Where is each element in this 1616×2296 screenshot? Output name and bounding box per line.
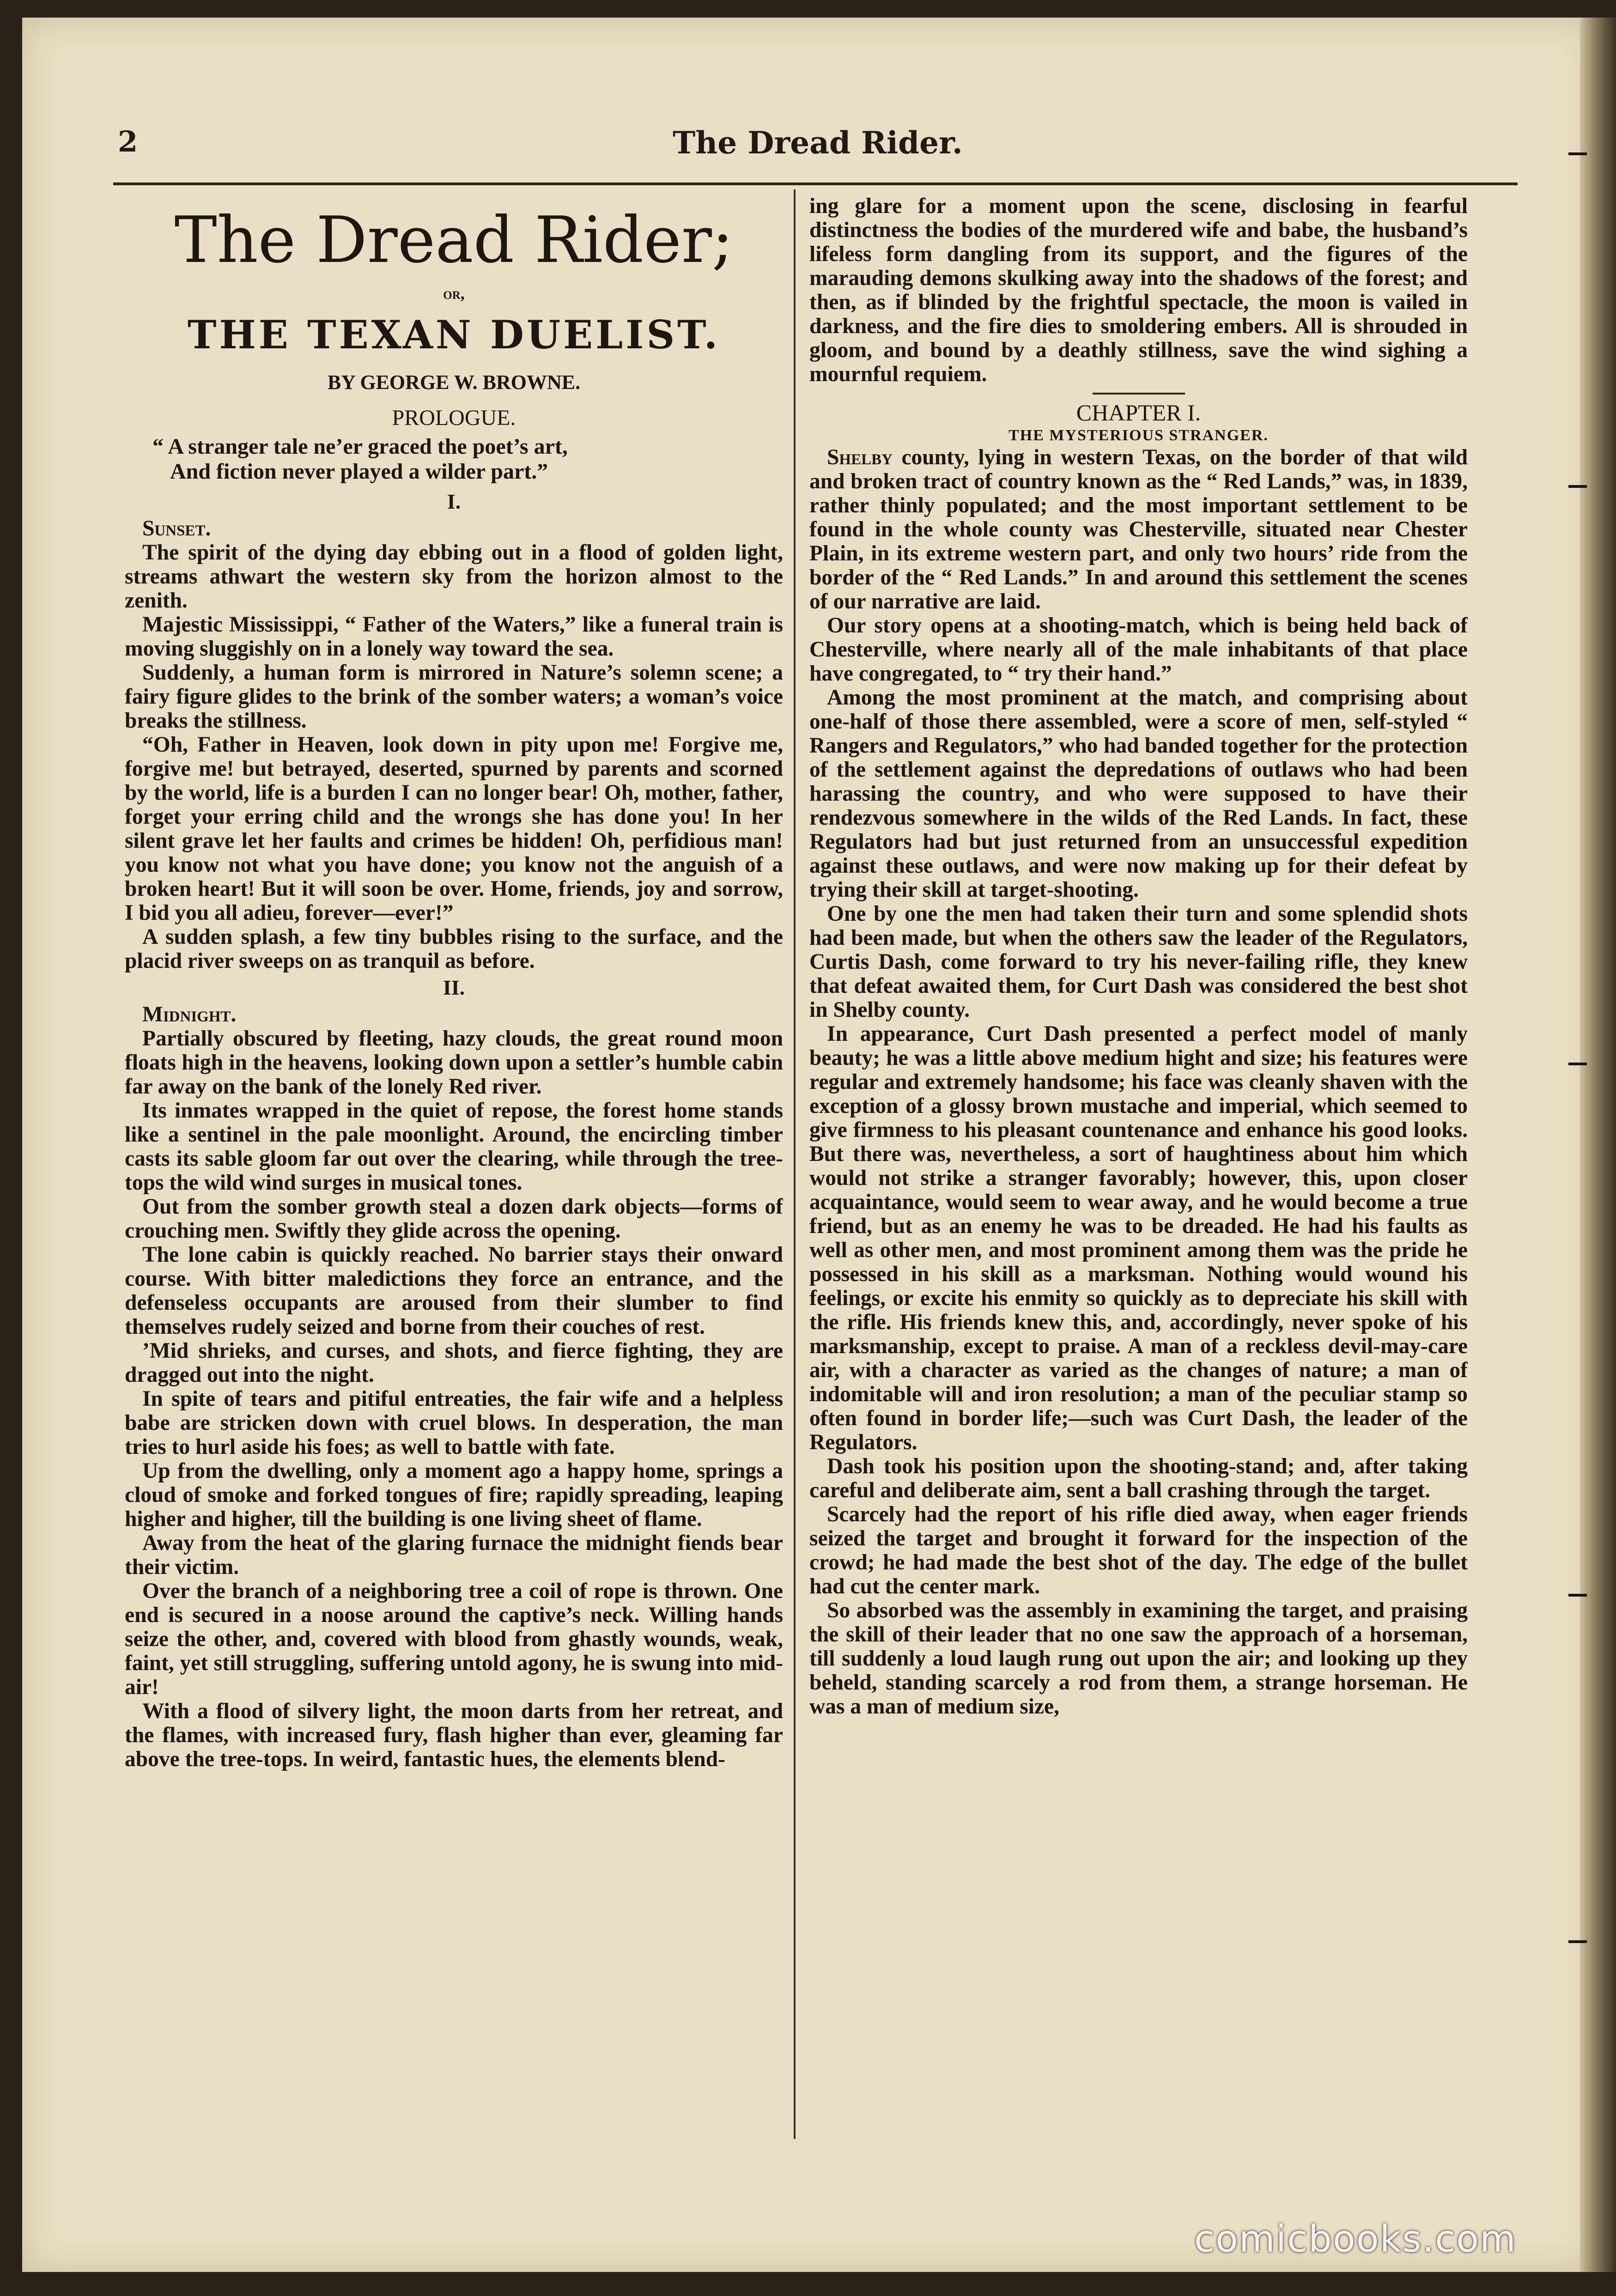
section-lead: Sunset. bbox=[142, 516, 211, 541]
paragraph: A sudden splash, a few tiny bubbles rising to the surface, and the placid river sweeps on as tranquil as before. bbox=[125, 925, 783, 973]
binding-stitch bbox=[1568, 1063, 1587, 1065]
paragraph: Among the most prominent at the match, and comprising about one-half of those there assembled, were a score of men, self-styled “ Rangers and Regulators,” who had banded together for the protection of the settlement against the depredations of outlaws who had been harassing the country, and who were supposed to have their rendezvous somewhere in the wilds of the Red Lands. In fact, these Regulators had but just returned from an unsuccessful expedition against these outlaws, and were now making up for their defeat by trying their skill at target-shooting. bbox=[809, 686, 1468, 902]
story-subtitle: THE TEXAN DUELIST. bbox=[187, 312, 721, 358]
paragraph: “Oh, Father in Heaven, look down in pity upon me! Forgive me, forgive me! but betrayed, deserted, spurned by parents and scorned by the world, life is a burden I can no longer bear! Oh, mother, father, forget your erring child and the wrongs she has done you! In her silent grave let her faults and crimes be hidden! Oh, perfidious man! you know not what you have done; you know not the anguish of a broken heart! But it will soon be over. Home, friends, joy and sorrow, I bid you all adieu, forever—ever!” bbox=[125, 733, 783, 925]
paragraph: Suddenly, a human form is mirrored in Nature’s solemn scene; a fairy figure glides to the brink of the somber waters; a woman’s voice breaks the stillness. bbox=[125, 661, 783, 733]
binding-stitch bbox=[1568, 1940, 1587, 1943]
paragraph: Its inmates wrapped in the quiet of repose, the forest home stands like a sentinel in the pale moonlight. Around, the encircling timber casts its sable gloom far out over the clearing, while through the tree-tops the wild wind surges in musical tones. bbox=[125, 1099, 783, 1195]
header-rule bbox=[113, 182, 1518, 185]
epigraph bbox=[152, 434, 783, 484]
binding-stitch bbox=[1568, 152, 1587, 155]
epigraph-line: “ A stranger tale ne’er graced the poet’s art, bbox=[152, 434, 568, 459]
paragraph: Over the branch of a neighboring tree a coil of rope is thrown. One end is secured in a noose around the captive’s neck. Willing hands seize the other, and, covered with blood from ghastly wounds, weak, faint, yet still struggling, suffering untold agony, he is swung into mid-air! bbox=[125, 1579, 783, 1699]
section-numeral: II. bbox=[443, 976, 465, 999]
paragraph bbox=[809, 445, 1468, 613]
section-numeral: I. bbox=[447, 490, 461, 513]
paragraph: Away from the heat of the glaring furnace the midnight fiends bear their victim. bbox=[125, 1531, 783, 1579]
chapter-heading: CHAPTER I. bbox=[1076, 400, 1201, 425]
column-rule bbox=[794, 189, 796, 2139]
paragraph: Up from the dwelling, only a moment ago a happy home, springs a cloud of smoke and forked tongues of fire; rapidly spreading, leaping higher and higher, till the building is one living sheet of flame. bbox=[125, 1459, 783, 1531]
title-or: or, bbox=[443, 284, 465, 303]
binding-stitch bbox=[1568, 485, 1587, 488]
prologue-heading: PROLOGUE. bbox=[392, 406, 516, 430]
paragraph: ’Mid shrieks, and curses, and shots, and fierce fighting, they are dragged out into the night. bbox=[125, 1339, 783, 1387]
chapter-rule bbox=[1093, 393, 1185, 395]
paragraph: Our story opens at a shooting-match, which is being held back of Chesterville, where nearly all of the male inhabitants of that place have congregated, to “ try their hand.” bbox=[809, 613, 1468, 686]
chapter-subtitle: THE MYSTERIOUS STRANGER. bbox=[1008, 427, 1269, 444]
story-title: The Dread Rider; bbox=[174, 203, 734, 277]
chapter-first-text: county, lying in western Texas, on the border of that wild and broken tract of country known as the “ Red Lands,” was, in 1839, rather thinly populated; and the most important settlement to be found in the whole county was Chesterville, situated near Chester Plain, in its extreme western part, and only two hours’ ride from the border of the “ Red Lands.” In and around this settlement the scenes of our narrative are laid. bbox=[809, 445, 1468, 613]
paragraph: Scarcely had the report of his rifle died away, when eager friends seized the target and brought it forward for the inspection of the crowd; he had made the best shot of the day. The edge of the bullet had cut the center mark. bbox=[809, 1502, 1468, 1598]
running-title: The Dread Rider. bbox=[673, 125, 963, 161]
paragraph: In appearance, Curt Dash presented a perfect model of manly beauty; he was a little above medium hight and size; his features were regular and extremely handsome; his face was cleanly shaven with the exception of a glossy brown mustache and imperial, which seemed to give firmness to his pleasant countenance and enhance his good looks. But there was, nevertheless, a sort of haughtiness about him which would not strike a stranger favorably; however, this, upon closer acquaintance, would seem to wear away, and he would become a true friend, but as an enemy he was to be dreaded. He had his faults as well as other men, and most prominent among them was the pride he possessed in his skill as a marksman. Nothing would wound his feelings, or excite his enmity so quickly as to depreciate his skill with the rifle. His friends knew this, and, accordingly, never spoke of his marksmanship, except to praise. A man of a reckless devil-may-care air, with a character as varied as the changes of nature; a man of indomitable will and iron resolution; a man of the peculiar stamp so often found in border life;—such was Curt Dash, the leader of the Regulators. bbox=[809, 1022, 1468, 1454]
paragraph: Partially obscured by fleeting, hazy clouds, the great round moon floats high in the heavens, looking down upon a settler’s humble cabin far away on the bank of the lonely Red river. bbox=[125, 1027, 783, 1099]
page-edge bbox=[1580, 18, 1616, 2272]
paragraph: With a flood of silvery light, the moon darts from her retreat, and the flames, with increased fury, flash higher than ever, gleaming far above the tree-tops. In weird, fantastic hues, the elements blend- bbox=[125, 1699, 783, 1771]
paragraph: The lone cabin is quickly reached. No barrier stays their onward course. With bitter maledictions they force an entrance, and the defenseless occupants are aroused from their slumber to find themselves rudely seized and borne from their couches of rest. bbox=[125, 1243, 783, 1339]
paragraph: One by one the men had taken their turn and some splendid shots had been made, but when the others saw the leader of the Regulators, Curtis Dash, come forward to try his never-failing rifle, they knew that defeat awaited them, for Curt Dash was considered the best shot in Shelby county. bbox=[809, 902, 1468, 1022]
section-lead: Midnight. bbox=[142, 1002, 237, 1027]
page-header bbox=[113, 125, 1522, 166]
paragraph: ing glare for a moment upon the scene, disclosing in fearful distinctness the bodies of the murdered wife and babe, the husband’s lifeless form dangling from its support, and the figures of the marauding demons skulking away into the shadows of the forest; and then, as if blinded by the frightful spectacle, the moon is vailed in darkness, and the fire dies to smoldering embers. All is shrouded in gloom, and bound by a deathly stillness, save the wind sighing a mournful requiem. bbox=[809, 194, 1468, 386]
right-column bbox=[809, 194, 1468, 2162]
paragraph: Out from the somber growth steal a dozen dark objects—forms of crouching men. Swiftly they glide across the opening. bbox=[125, 1195, 783, 1243]
page-number: 2 bbox=[118, 125, 138, 158]
paragraph: Dash took his position upon the shooting-stand; and, after taking careful and deliberate aim, sent a ball crashing through the target. bbox=[809, 1454, 1468, 1502]
paragraph: The spirit of the dying day ebbing out in a flood of golden light, streams athwart the western sky from the horizon almost to the zenith. bbox=[125, 541, 783, 613]
binding-stitch bbox=[1568, 1594, 1587, 1597]
paragraph: Majestic Mississippi, “ Father of the Waters,” like a funeral train is moving sluggishly on in a lonely way toward the sea. bbox=[125, 613, 783, 661]
byline: BY GEORGE W. BROWNE. bbox=[327, 371, 581, 394]
left-column bbox=[125, 194, 783, 2162]
chapter-lead-word: Shelby bbox=[827, 445, 893, 469]
paragraph: So absorbed was the assembly in examining the target, and praising the skill of their leader that no one saw the approach of a horseman, till suddenly a loud laugh rung out upon the air; and looking up they beheld, standing scarcely a rod from them, a strange horseman. He was a man of medium size, bbox=[809, 1598, 1468, 1719]
paragraph: In spite of tears and pitiful entreaties, the fair wife and a helpless babe are stricken down with cruel blows. In desperation, the man tries to hurl aside his foes; as well to battle with fate. bbox=[125, 1387, 783, 1459]
watermark: comicbooks.com bbox=[1194, 2217, 1517, 2260]
epigraph-line: And fiction never played a wilder part.” bbox=[170, 459, 548, 484]
